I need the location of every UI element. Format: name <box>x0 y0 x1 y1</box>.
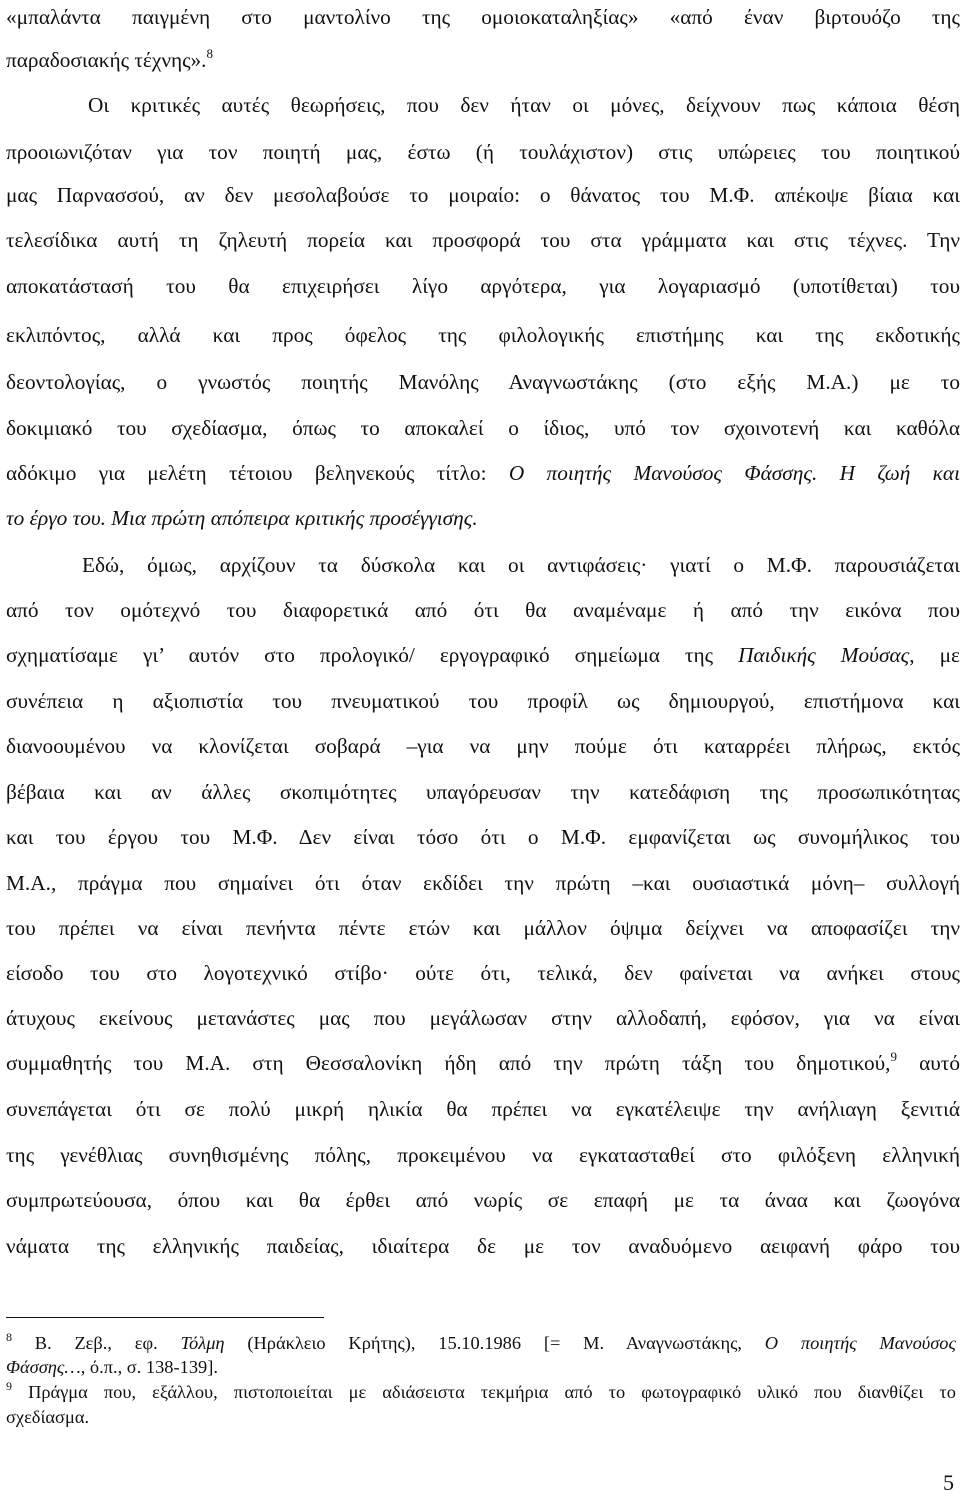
text-line <box>6 595 960 625</box>
text-run: συμπρωτεύουσα, όπου και θα έρθει από νωρίς σε επαφή με τα άναα και ζωογόνα <box>6 1188 960 1212</box>
text-run: είσοδο του στο λογοτεχνικό στίβο· ούτε ότι, τελικά, δεν φαίνεται να ανήκει στους <box>6 961 960 985</box>
text-run: εκλιπόντος, αλλά και προς όφελος της φιλολογικής επιστήμης και της εκδοτικής <box>6 323 960 347</box>
page-number: 5 <box>943 1470 954 1495</box>
footnote-text: σχεδίασμα. <box>6 1407 90 1427</box>
footnote-8 <box>6 1331 956 1355</box>
text-line <box>6 180 960 210</box>
text-run: διανοουμένου να κλονίζεται σοβαρά –για να μην πούμε ότι καταρρέει πλήρως, εκτός <box>6 734 960 758</box>
footnote-8-continued <box>6 1355 956 1379</box>
text-line <box>6 1140 960 1170</box>
text-run: συνέπεια η αξιοπιστία του πνευματικού του προφίλ ως δημιουργού, επιστήμονα και <box>6 689 960 713</box>
text-line <box>6 320 960 350</box>
text-run: συμμαθητής του Μ.Α. στη Θεσσαλονίκη ήδη από την πρώτη τάξη του δημοτικού, <box>6 1051 891 1075</box>
footnote-number: 8 <box>6 1330 12 1344</box>
text-run: , με <box>909 643 960 667</box>
text-run: σχηματίσαμε γι’ αυτόν στο προλογικό/ εργογραφικό σημείωμα της <box>6 643 714 667</box>
text-run: μας Παρνασσού, αν δεν μεσολαβούσε το μοιραίο: ο θάνατος του Μ.Φ. απέκοψε βίαια και <box>6 183 960 207</box>
text-run: αδόκιμο για μελέτη τέτοιου βεληνεκούς τίτλο: <box>6 461 487 485</box>
text-run: Μ.Α., πράγμα που σημαίνει ότι όταν εκδίδει την πρώτη –και ουσιαστικά μόνη– συλλογή <box>6 871 960 895</box>
text-line <box>6 777 960 807</box>
text-run: συνεπάγεται ότι σε πολύ μικρή ηλικία θα πρέπει να εγκατέλειψε την ανήλιαγη ξενιτιά <box>6 1097 960 1121</box>
text-run: παραδοσιακής τέχνης». <box>6 48 207 72</box>
text-line <box>6 868 960 898</box>
text-run: άτυχους εκείνους μετανάστες μας που μεγάλωσαν στην αλλοδαπή, εφόσον, για να είναι <box>6 1006 960 1030</box>
book-subtitle: το έργο του. Μια πρώτη απόπειρα κριτικής προσέγγισης. <box>6 506 478 530</box>
text-line <box>6 1231 960 1261</box>
text-line <box>6 1094 960 1124</box>
book-title: Παιδικής Μούσας <box>738 643 910 667</box>
text-line <box>6 2 960 32</box>
text-run: δεοντολογίας, ο γνωστός ποιητής Μανόλης Αναγνωστάκης (στο εξής Μ.Α.) με το <box>6 370 960 394</box>
text-run: δοκιμιακό του σχεδίασμα, όπως το αποκαλεί ο ίδιος, υπό τον σχοινοτενή και καθόλα <box>6 416 960 440</box>
text-line <box>82 550 960 580</box>
footnote-italic: Τόλμη <box>180 1333 225 1353</box>
text-run: Εδώ, όμως, αρχίζουν τα δύσκολα και οι αντιφάσεις· γιατί ο Μ.Φ. παρουσιάζεται <box>82 553 960 577</box>
footnote-separator <box>6 1317 324 1318</box>
footnote-italic: Φάσσης… <box>6 1357 81 1377</box>
text-line <box>6 413 960 443</box>
book-title: Ο ποιητής Μανούσος Φάσσης. Η ζωή και <box>508 461 960 485</box>
text-line <box>6 686 960 716</box>
footnote-text: Πράγμα που, εξάλλου, πιστοποιείται με αδιάσειστα τεκμήρια από το φωτογραφικό υλικό που διανθίζει το <box>28 1382 956 1402</box>
footnote-text: (Ηράκλειο Κρήτης), 15.10.1986 [= Μ. Αναγνωστάκης, <box>247 1333 742 1353</box>
text-run: βέβαια και αν άλλες σκοπιμότητες υπαγόρευσαν την κατεδάφιση της προσωπικότητας <box>6 780 960 804</box>
text-line <box>6 1048 960 1078</box>
text-line <box>88 90 960 120</box>
text-line <box>6 503 960 533</box>
text-line <box>6 1185 960 1215</box>
text-run: αυτό <box>919 1051 960 1075</box>
text-line <box>6 225 960 255</box>
text-run: από τον ομότεχνό του διαφορετικά από ότι θα αναμέναμε ή από την εικόνα που <box>6 598 960 622</box>
text-line <box>6 1003 960 1033</box>
text-line <box>6 731 960 761</box>
text-run: και του έργου του Μ.Φ. Δεν είναι τόσο ότι ο Μ.Φ. εμφανίζεται ως συνομήλικος του <box>6 825 960 849</box>
text-run: Οι κριτικές αυτές θεωρήσεις, που δεν ήταν οι μόνες, δείχνουν πως κάποια θέση <box>88 93 960 117</box>
text-run: προοιωνιζόταν για τον ποιητή μας, έστω (ή τουλάχιστον) στις υπώρειες του ποιητικού <box>6 140 960 164</box>
text-line <box>6 822 960 852</box>
footnote-ref: 8 <box>206 46 214 61</box>
text-line <box>6 458 960 488</box>
footnote-9-continued <box>6 1405 956 1429</box>
text-run: της γενέθλιας συνηθισμένης πόλης, προκειμένου να εγκατασταθεί στο φιλόξενη ελληνική <box>6 1143 960 1167</box>
footnote-number: 9 <box>6 1379 12 1393</box>
text-line <box>6 271 960 301</box>
text-run: νάματα της ελληνικής παιδείας, ιδιαίτερα δε με τον αναδυόμενο αειφανή φάρο του <box>6 1234 960 1258</box>
text-run: του πρέπει να είναι πενήντα πέντε ετών και μάλλον όψιμα δείχνει να αποφασίζει την <box>6 916 960 940</box>
text-line <box>6 640 960 670</box>
text-line <box>6 958 960 988</box>
footnote-ref: 9 <box>890 1049 898 1064</box>
text-line <box>6 45 960 75</box>
text-line <box>6 367 960 397</box>
footnote-italic: Ο ποιητής Μανούσος <box>764 1333 956 1353</box>
footnote-9 <box>6 1380 956 1404</box>
footnote-text: , ό.π., σ. 138-139]. <box>80 1357 218 1377</box>
footnote-text: Β. Ζεβ., εφ. <box>34 1333 158 1353</box>
text-line <box>6 137 960 167</box>
text-line <box>6 913 960 943</box>
text-run: «μπαλάντα παιγμένη στο μαντολίνο της ομοιοκαταληξίας» «από έναν βιρτουόζο της <box>6 5 960 29</box>
text-run: τελεσίδικα αυτή τη ζηλευτή πορεία και προσφορά του στα γράμματα και στις τέχνες. Την <box>6 228 960 252</box>
text-run: αποκατάστασή του θα επιχειρήσει λίγο αργότερα, για λογαριασμό (υποτίθεται) του <box>6 274 960 298</box>
